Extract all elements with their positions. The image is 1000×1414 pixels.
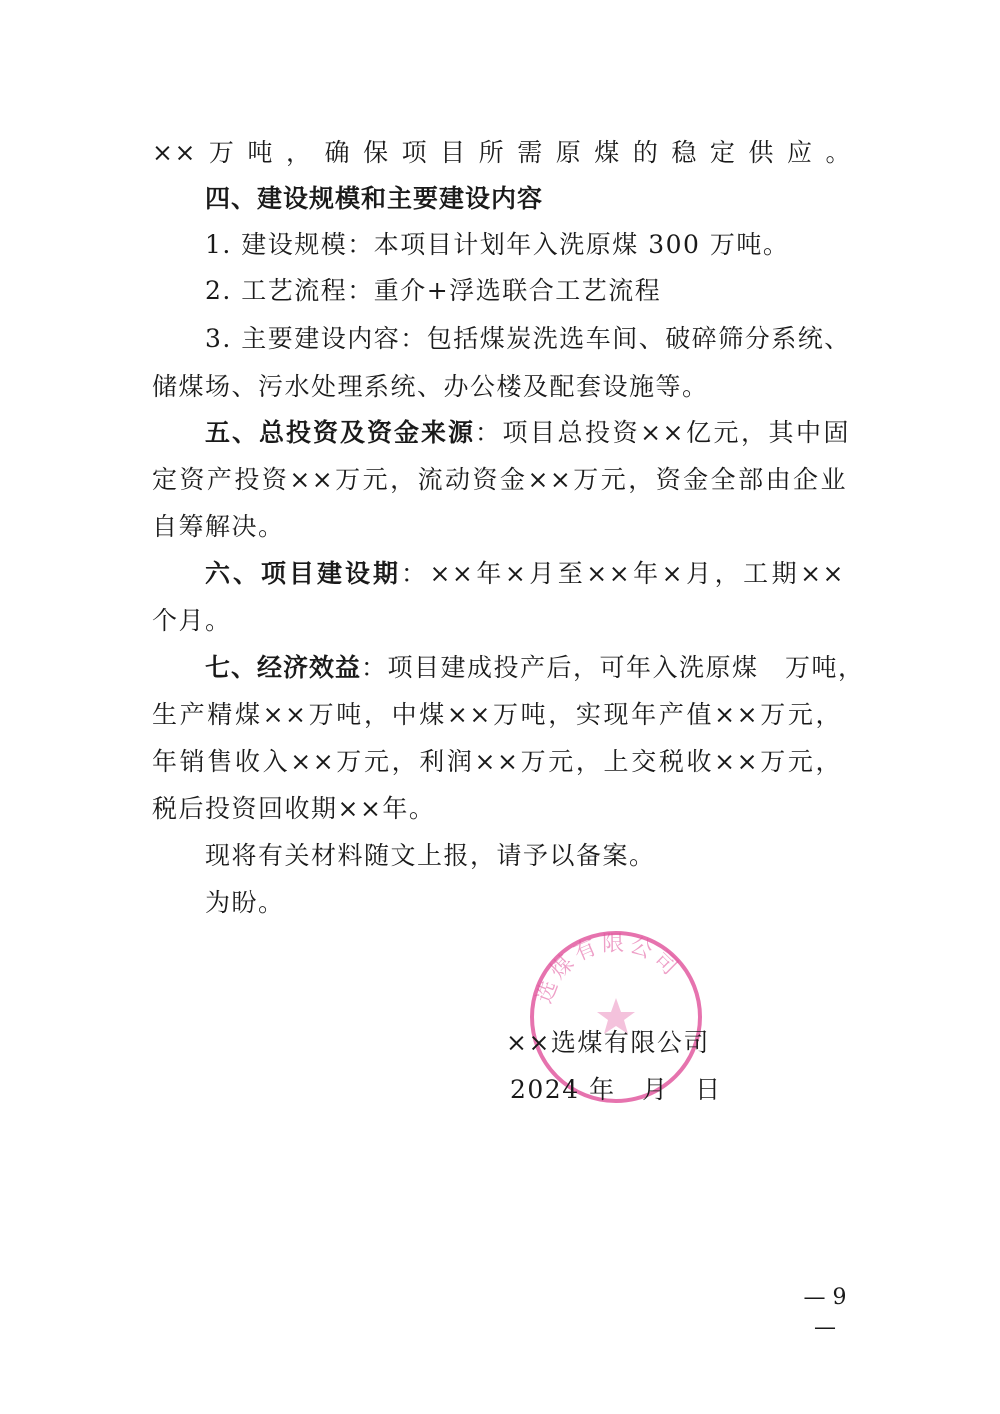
section-4-item-3-cont: 储煤场、污水处理系统、办公楼及配套设施等。 [152,372,709,401]
section-4-item-3: 3. 主要建设内容：包括煤炭洗选车间、破碎筛分系统、 [205,324,851,353]
section-7-cont: 税后投资回收期××年。 [152,794,436,823]
section-5-cont: 定资产投资××万元，流动资金××万元，资金全部由企业 [152,465,847,494]
section-4-item-1: 1. 建设规模：本项目计划年入洗原煤 300 万吨。 [205,230,790,259]
page-number: — 9 — [803,1285,847,1340]
section-7-heading: 七、经济效益 [205,653,362,682]
section-4-item-2: 2. 工艺流程：重介+浮选联合工艺流程 [205,276,662,305]
closing-salutation: 为盼。 [205,888,285,917]
section-4-heading: 四、建设规模和主要建设内容 [205,184,544,213]
section-6-cont: 个月。 [152,606,232,635]
closing-request: 现将有关材料随文上报，请予以备案。 [205,841,656,870]
paragraph-line: ××万吨，确保项目所需原煤的稳定供应。 [152,138,852,167]
section-7-text: ：项目建成投产后，可年入洗原煤 万吨， [361,653,865,682]
section-5-heading: 五、总投资及资金来源 [205,418,476,447]
section-7-paragraph [205,651,865,685]
section-5-paragraph [205,416,850,450]
signature-company: ××选煤有限公司 [506,1028,710,1057]
svg-text:选煤有限公司: 选煤有限公司 [532,931,685,1007]
signature-date: 2024 年 月 日 [510,1075,722,1104]
section-6-text: ：××年×月至××年×月，工期×× [400,559,845,588]
section-7-cont: 生产精煤××万吨，中煤××万吨，实现年产值××万元， [152,700,842,729]
section-6-heading: 六、项目建设期 [205,559,401,588]
section-7-cont: 年销售收入××万元，利润××万元，上交税收××万元， [152,747,842,776]
section-5-text: ：项目总投资××亿元，其中固 [475,418,850,447]
section-5-cont: 自筹解决。 [152,512,285,541]
section-6-paragraph [205,557,845,591]
